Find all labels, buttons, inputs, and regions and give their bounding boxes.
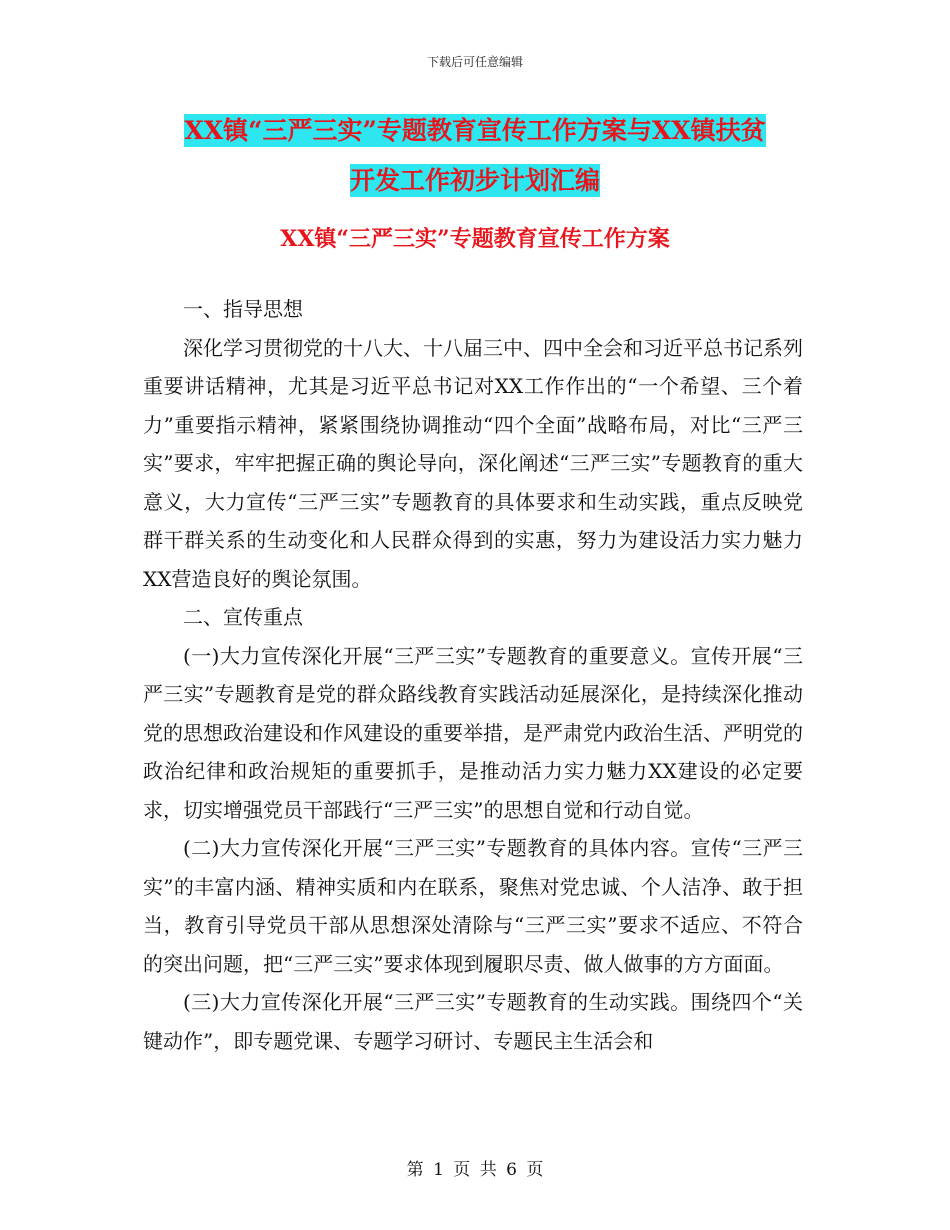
main-title-line-2: 开发工作初步计划汇编 (349, 166, 600, 195)
page-footer: 第 1 页 共 6 页 (406, 1160, 544, 1180)
header-note: 下载后可任意编辑 (426, 55, 523, 69)
heading-publicity-focus: 二、宣传重点 (183, 605, 303, 629)
paragraph-focus-2: (二)大力宣传深化开展“三严三实”专题教育的具体内容。宣传“三严三实”的丰富内涵、精神实质和内在联系，聚焦对党忠诚、个人洁净、敢于担当，教育引导党员干部从思想深处清除与“三严三实”要求不适应、不符合的突出问题，把“三严三实”要求体现到履职尽责、做人做事的方方面面。 (143, 836, 803, 976)
heading-guiding-thought: 一、指导思想 (183, 297, 303, 321)
main-title-line-1: XX镇“三严三实”专题教育宣传工作方案与XX镇扶贫 (184, 116, 766, 145)
paragraph-focus-3: (三)大力宣传深化开展“三严三实”专题教育的生动实践。围绕四个“关键动作”，即专题党课、专题学习研讨、专题民主生活会和 (143, 990, 803, 1053)
document-body (143, 290, 803, 1060)
section-title: XX镇“三严三实”专题教育宣传工作方案 (280, 226, 670, 252)
paragraph-guiding-thought: 深化学习贯彻党的十八大、十八届三中、四中全会和习近平总书记系列重要讲话精神，尤其是习近平总书记对XX工作作出的“一个希望、三个着力”重要指示精神，紧紧围绕协调推动“四个全面”战略布局，对比“三严三实”要求，牢牢把握正确的舆论导向，深化阐述“三严三实”专题教育的重大意义，大力宣传“三严三实”专题教育的具体要求和生动实践，重点反映党群干群关系的生动变化和人民群众得到的实惠，努力为建设活力实力魅力XX营造良好的舆论氛围。 (143, 335, 803, 591)
document-main-title (0, 106, 950, 206)
paragraph-focus-1: (一)大力宣传深化开展“三严三实”专题教育的重要意义。宣传开展“三严三实”专题教育是党的群众路线教育实践活动延展深化，是持续深化推动党的思想政治建设和作风建设的重要举措，是严肃党内政治生活、严明党的政治纪律和政治规矩的重要抓手，是推动活力实力魅力XX建设的必定要求，切实增强党员干部践行“三严三实”的思想自觉和行动自觉。 (143, 643, 803, 822)
